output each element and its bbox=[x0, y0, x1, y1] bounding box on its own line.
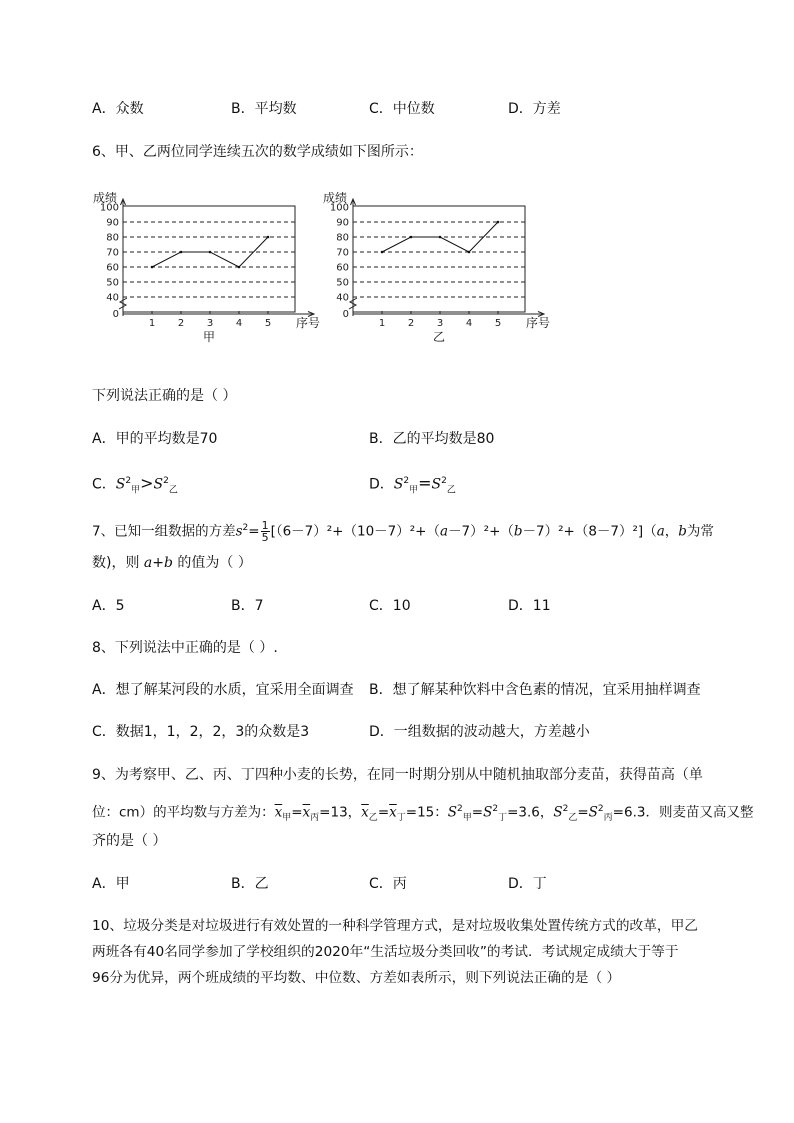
x-tick-label: 3 bbox=[206, 318, 214, 329]
chart-yi bbox=[320, 186, 560, 356]
q9-line2: 位：cm）的平均数与方差为：$\overline{x}_甲=\overline{x}_丙=13$，$\overline{x}_乙=\overline{x}_丁=15$：$S^2_甲=S^2_丁=3.6$，$S^2_乙=S^2_丙=6.3$．则麦苗又高又整 bbox=[92, 804, 754, 824]
y-tick-label: 100 bbox=[329, 202, 349, 214]
y-tick-label: 100 bbox=[99, 202, 119, 214]
y-tick-label: 80 bbox=[106, 232, 119, 244]
q5-option-d: D．方差 bbox=[508, 101, 561, 117]
q7-option-a: A．5 bbox=[92, 598, 125, 614]
q10-line2: 两班各有40名同学参加了学校组织的2020年“生活垃圾分类回收”的考试．考试规定成绩大于等于 bbox=[92, 944, 679, 960]
chart-jia bbox=[90, 186, 330, 356]
q8-option-d: D．一组数据的波动越大，方差越小 bbox=[369, 724, 590, 740]
y-tick-label: 60 bbox=[336, 262, 349, 274]
data-point bbox=[209, 251, 212, 254]
y-tick-label: 50 bbox=[106, 277, 119, 289]
x-tick-label: 5 bbox=[264, 318, 272, 329]
q5-option-a: A．众数 bbox=[92, 101, 144, 117]
y-tick-label: 60 bbox=[106, 262, 119, 274]
chart-caption: 甲 bbox=[202, 330, 216, 344]
x-tick-label: 5 bbox=[494, 318, 502, 329]
y-tick-label: 90 bbox=[106, 217, 119, 229]
q8-option-b: B．想了解某种饮料中含色素的情况，宜采用抽样调查 bbox=[369, 682, 701, 698]
y-tick-label: 0 bbox=[342, 309, 349, 320]
chart-caption: 乙 bbox=[432, 330, 446, 344]
x-tick-label: 1 bbox=[148, 318, 156, 329]
data-point bbox=[238, 266, 241, 269]
q7-line2: 数)，则 a+b 的值为（ ） bbox=[92, 555, 252, 571]
data-point bbox=[267, 236, 270, 239]
q7-fraction: $\frac{1}{5}$ bbox=[261, 519, 269, 544]
x-tick-label: 4 bbox=[465, 318, 473, 329]
y-tick-label: 70 bbox=[106, 247, 119, 259]
q5-option-c: C．中位数 bbox=[369, 101, 435, 117]
y-axis-label: 成绩 bbox=[323, 191, 348, 205]
x-tick-label: 3 bbox=[436, 318, 444, 329]
y-tick-label: 80 bbox=[336, 232, 349, 244]
x-tick-label: 2 bbox=[177, 318, 185, 329]
y-tick-label: 40 bbox=[106, 292, 119, 304]
q6-option-d: D．$S^2_甲=S^2_乙$ bbox=[369, 473, 456, 496]
y-tick-label: 40 bbox=[336, 292, 349, 304]
y-tick-label: 90 bbox=[336, 217, 349, 229]
q9-option-a: A．甲 bbox=[92, 876, 130, 892]
q9-option-d: D．丁 bbox=[508, 876, 547, 892]
y-tick-label: 50 bbox=[336, 277, 349, 289]
q7-line1: 7、已知一组数据的方差$s^2=$ $\frac{1}{5}$ [（6－7）²+（10－7）²+（a－7）²+（b－7）²+（8－7）²]（a，b为常 bbox=[92, 519, 714, 544]
q8-option-a: A．想了解某河段的水质，宜采用全面调查 bbox=[92, 682, 354, 698]
q8-option-c: C．数据1，1，2，2，3的众数是3 bbox=[92, 724, 310, 740]
q6-option-b: B．乙的平均数是80 bbox=[369, 431, 495, 447]
y-tick-label: 0 bbox=[112, 309, 119, 320]
q10-line1: 10、垃圾分类是对垃圾进行有效处置的一种科学管理方式，是对垃圾收集处置传统方式的改革，甲乙 bbox=[92, 918, 698, 934]
x-axis-label: 序号 bbox=[296, 316, 321, 330]
q6-prompt: 下列说法正确的是（ ） bbox=[92, 388, 237, 404]
q6-option-c: C．$S^2_甲>S^2_乙$ bbox=[92, 473, 178, 496]
q10-line3: 96分为优异，两个班成绩的平均数、中位数、方差如表所示，则下列说法正确的是（ ） bbox=[92, 970, 621, 986]
q7-option-c: C．10 bbox=[369, 598, 411, 614]
x-tick-label: 4 bbox=[235, 318, 243, 329]
x-tick-label: 1 bbox=[378, 318, 386, 329]
data-point bbox=[497, 221, 500, 224]
q9-line1: 9、为考察甲、乙、丙、丁四种小麦的长势，在同一时期分别从中随机抽取部分麦苗，获得苗高（单 bbox=[92, 767, 703, 783]
q9-line3: 齐的是（ ） bbox=[92, 833, 167, 849]
data-point bbox=[468, 251, 471, 254]
x-axis-label: 序号 bbox=[526, 316, 551, 330]
x-tick-label: 2 bbox=[407, 318, 415, 329]
q5-option-b: B．平均数 bbox=[231, 101, 297, 117]
data-point bbox=[410, 236, 413, 239]
data-point bbox=[151, 266, 154, 269]
q9-option-c: C．丙 bbox=[369, 876, 407, 892]
q6-option-a: A．甲的平均数是70 bbox=[92, 431, 218, 447]
data-point bbox=[381, 251, 384, 254]
data-point bbox=[180, 251, 183, 254]
data-point bbox=[439, 236, 442, 239]
q9-option-b: B．乙 bbox=[231, 876, 269, 892]
y-tick-label: 70 bbox=[336, 247, 349, 259]
q7-option-d: D．11 bbox=[508, 598, 551, 614]
q8-stem: 8、下列说法中正确的是（ ）. bbox=[92, 640, 278, 656]
q7-option-b: B．7 bbox=[231, 598, 264, 614]
q6-stem: 6、甲、乙两位同学连续五次的数学成绩如下图所示： bbox=[92, 144, 423, 160]
y-axis-label: 成绩 bbox=[93, 191, 118, 205]
